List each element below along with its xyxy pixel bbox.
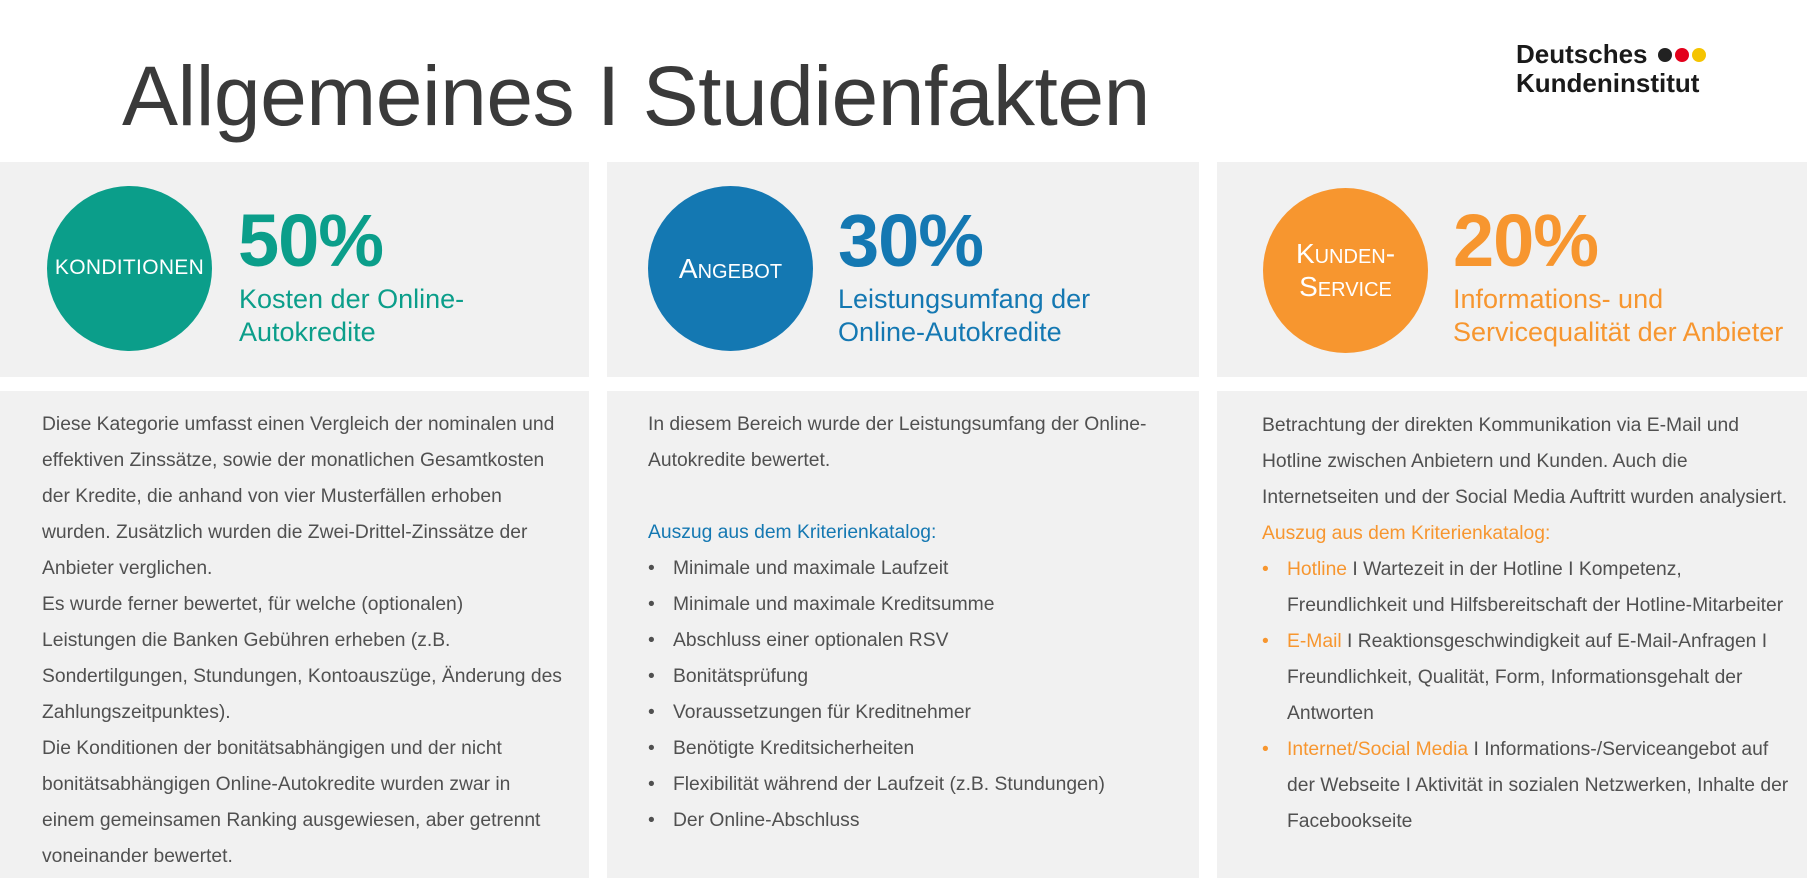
angebot-list-heading: Auszug aus dem Kriterienkatalog:	[648, 522, 937, 543]
konditionen-subtitle	[239, 283, 464, 349]
kundenservice-subtitle-line2: Servicequalität der Anbieter	[1453, 317, 1784, 347]
criteria-label: Hotline	[1287, 559, 1348, 580]
kundenservice-criteria-list	[1262, 552, 1792, 840]
list-item: • Flexibilität während der Laufzeit (z.B. Stundungen)	[648, 767, 1173, 803]
kundenservice-subtitle	[1453, 283, 1783, 349]
kundenservice-circle	[1263, 188, 1428, 353]
list-item: • Abschluss einer optionalen RSV	[648, 623, 1173, 659]
kundenservice-subtitle-line1: Informations- und	[1453, 284, 1664, 314]
konditionen-paragraph: Diese Kategorie umfasst einen Vergleich der nominalen und effektiven Zinssätze, sowie der monatlichen Gesamtkosten der Kredite, die anhand von vier Musterfällen erhoben wurden. Zusätzlich wurden die Zwei-Drittel-Zinssätze der Anbieter verglichen.	[42, 414, 555, 579]
konditionen-percent: 50%	[238, 199, 384, 282]
kundenservice-body-panel	[1217, 391, 1807, 878]
criteria-label: E-Mail	[1287, 631, 1342, 652]
konditionen-subtitle-line1: Kosten der Online-	[239, 284, 465, 314]
konditionen-paragraph: Die Konditionen der bonitätsabhängigen und der nicht bonitätsabhängigen Online-Autokredite wurden zwar in einem gemeinsamen Ranking ausgewiesen, aber getrennt voneinander bewertet.	[42, 738, 541, 867]
angebot-subtitle-line2: Online-Autokredite	[838, 317, 1062, 347]
kundenservice-intro: Betrachtung der direkten Kommunikation via E-Mail und Hotline zwischen Anbietern und Kunden. Auch die Internetseiten und der Social Media Auftritt wurden analysiert.	[1262, 415, 1788, 508]
logo-dot-red	[1675, 48, 1689, 62]
kundenservice-percent: 20%	[1453, 199, 1599, 282]
angebot-header-panel	[607, 162, 1199, 377]
list-item	[1262, 732, 1792, 840]
criteria-label: Internet/Social Media	[1287, 739, 1469, 760]
angebot-subtitle-line1: Leistungsumfang der	[838, 284, 1091, 314]
logo-dots	[1658, 48, 1709, 62]
kundenservice-header-panel	[1217, 162, 1807, 377]
list-item: • Bonitätsprüfung	[648, 659, 1173, 695]
logo	[1516, 40, 1709, 98]
kundenservice-list-heading: Auszug aus dem Kriterienkatalog:	[1262, 523, 1551, 544]
list-item: • Voraussetzungen für Kreditnehmer	[648, 695, 1173, 731]
list-item: • Minimale und maximale Kreditsumme	[648, 587, 1173, 623]
logo-dot-black	[1658, 48, 1672, 62]
konditionen-subtitle-line2: Autokredite	[239, 317, 376, 347]
logo-dot-gold	[1692, 48, 1706, 62]
angebot-circle	[648, 186, 813, 351]
angebot-percent: 30%	[838, 199, 984, 282]
page-title: Allgemeines I Studienfakten	[122, 49, 1150, 143]
list-item: • Minimale und maximale Laufzeit	[648, 551, 1173, 587]
konditionen-text	[42, 407, 562, 875]
criteria-text: I Reaktionsgeschwindigkeit auf E-Mail-Anfragen I Freundlichkeit, Qualität, Form, Informationsgehalt der Antworten	[1287, 631, 1768, 724]
kundenservice-text	[1262, 408, 1792, 840]
kundenservice-circle-label-line1: Kunden-	[1295, 238, 1396, 270]
list-item	[1262, 552, 1792, 624]
angebot-text	[648, 407, 1173, 839]
criteria-text: I Wartezeit in der Hotline I Kompetenz, Freundlichkeit und Hilfsbereitschaft der Hotline-Mitarbeiter	[1287, 559, 1784, 616]
kundenservice-circle-label-line2: Service	[1299, 270, 1392, 302]
criteria-text: I Informations-/Serviceangebot auf der Webseite I Aktivität in sozialen Netzwerken, Inhalte der Facebookseite	[1287, 739, 1789, 832]
konditionen-paragraph: Es wurde ferner bewertet, für welche (optionalen) Leistungen die Banken Gebühren erheben (z.B. Sondertilgungen, Stundungen, Kontoauszüge, Änderung des Zahlungszeitpunktes).	[42, 594, 562, 723]
angebot-intro: In diesem Bereich wurde der Leistungsumfang der Online-Autokredite bewertet.	[648, 414, 1147, 471]
logo-line1: Deutsches	[1516, 39, 1648, 69]
konditionen-circle-label: KONDITIONEN	[54, 256, 205, 280]
logo-line2: Kundeninstitut	[1516, 68, 1700, 98]
angebot-subtitle	[838, 283, 1090, 349]
angebot-circle-label: Angebot	[678, 252, 783, 284]
konditionen-body-panel	[0, 391, 589, 878]
konditionen-header-panel	[0, 162, 589, 377]
angebot-criteria-list	[648, 551, 1173, 839]
list-item: • Der Online-Abschluss	[648, 803, 1173, 839]
list-item: • Benötigte Kreditsicherheiten	[648, 731, 1173, 767]
konditionen-circle	[47, 186, 212, 351]
list-item	[1262, 624, 1792, 732]
angebot-body-panel	[607, 391, 1199, 878]
kundenservice-circle-label	[1296, 238, 1395, 302]
